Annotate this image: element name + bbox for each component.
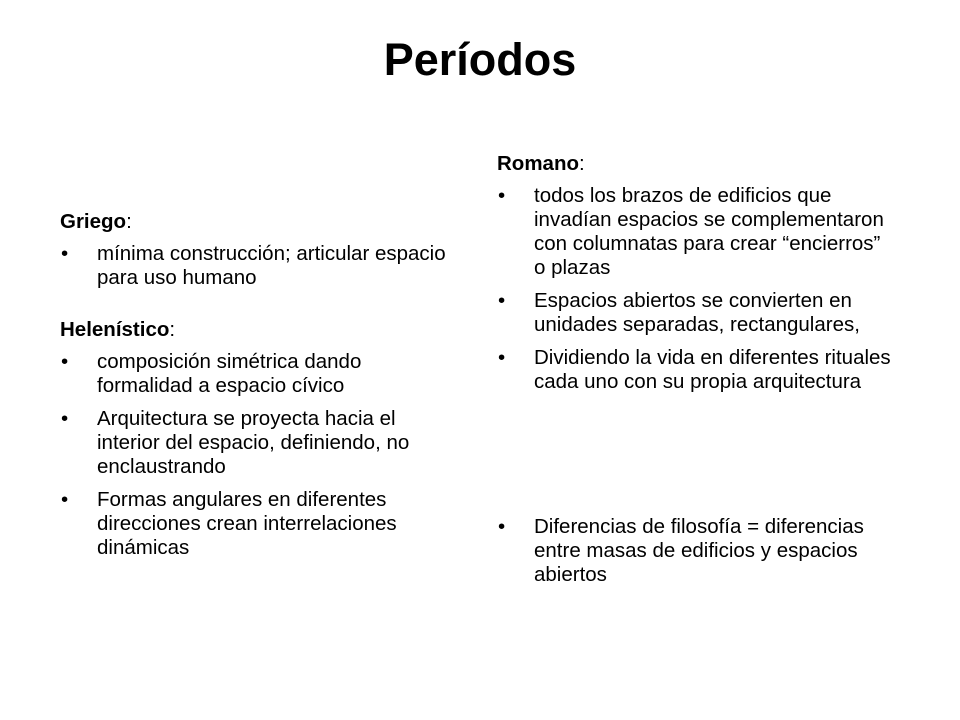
section-heading-romano <box>497 152 897 176</box>
bullet-marker: • <box>498 515 506 538</box>
bullet-item <box>60 350 460 398</box>
bullet-marker: • <box>61 350 69 373</box>
spacer <box>60 299 460 318</box>
bullet-text: mínima construcción; articular espacio para uso humano <box>97 242 446 289</box>
bullet-text: composición simétrica dando formalidad a espacio cívico <box>97 350 362 397</box>
bullet-marker: • <box>498 346 506 369</box>
bullet-text: Arquitectura se proyecta hacia el interior del espacio, definiendo, no enclaustrando <box>97 407 410 478</box>
heading-colon: : <box>169 318 176 341</box>
bullet-item <box>497 515 897 587</box>
bullet-marker: • <box>498 289 506 312</box>
heading-text: Griego <box>60 210 127 233</box>
bullet-marker: • <box>61 407 69 430</box>
bullet-marker: • <box>61 488 69 511</box>
bullet-text: Dividiendo la vida en diferentes rituales cada uno con su propia arquitectura <box>534 346 891 393</box>
heading-text: Romano <box>497 152 579 175</box>
slide-title: Períodos <box>383 34 577 85</box>
section-heading-griego <box>60 210 460 234</box>
right-column <box>497 152 897 596</box>
bullet-item <box>497 184 897 280</box>
bullet-text: Diferencias de filosofía = diferencias entre masas de edificios y espacios abiertos <box>534 515 864 586</box>
bullet-item <box>60 488 460 560</box>
section-heading-helenistico <box>60 318 460 342</box>
bullet-marker: • <box>498 184 506 207</box>
bullet-item <box>497 346 897 394</box>
heading-colon: : <box>126 210 132 233</box>
heading-colon: : <box>579 152 585 175</box>
spacer <box>497 403 897 515</box>
bullet-item <box>60 407 460 479</box>
bullet-marker: • <box>61 242 69 265</box>
left-column <box>60 210 460 569</box>
bullet-item <box>497 289 897 337</box>
bullet-text: Formas angulares en diferentes direcciones crean interrelaciones dinámicas <box>97 488 397 559</box>
heading-text: Helenístico <box>60 318 170 341</box>
bullet-item <box>60 242 460 290</box>
bullet-text: todos los brazos de edificios que invadían espacios se complementaron con columnatas para crear “encierros” o plazas <box>534 184 884 279</box>
bullet-text: Espacios abiertos se convierten en unidades separadas, rectangulares, <box>534 289 860 336</box>
